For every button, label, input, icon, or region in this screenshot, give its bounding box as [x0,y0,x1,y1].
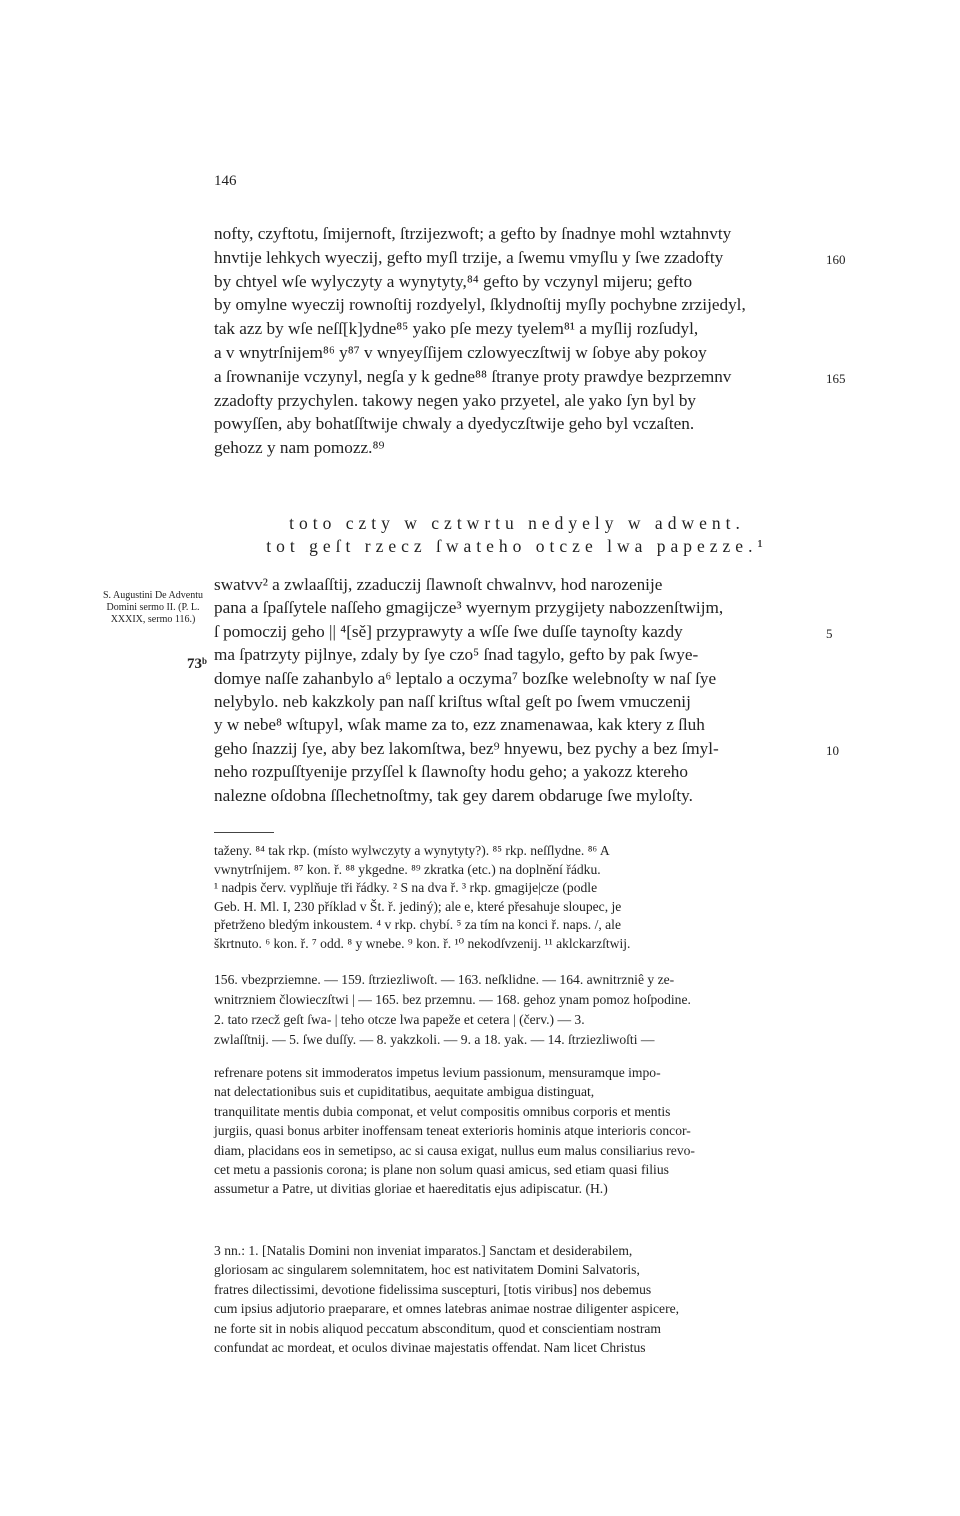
text-line [214,737,839,760]
sermon-headings [214,512,820,558]
line-text: hnvtije lehkych wyeczij, gefto myſl trzije, a ſwemu vmyſlu y ſwe zzadofty [214,247,724,267]
heading-line-1: toto czty w cztwrtu nedyely w adwent. [289,513,745,533]
line-text: zwlaſſtnij. — 5. ſwe duſſy. — 8. yakzkoli. — 9. a 18. yak. — 14. ſtrziezliwoſti — [214,1032,655,1047]
line-text: neho rozpuſſtyenije przyſſel k ſlawnoſty hodu geho; a yakozz ktereho [214,762,688,782]
line-text: škrtnuto. ⁶ kon. ř. ⁷ odd. ⁸ y wnebe. ⁹ kon. ř. ¹⁰ nekodſvzenij. ¹¹ aklckarzſtwij. [214,935,631,951]
line-text: refrenare potens sit immoderatos impetus levium passionum, mensuramque impo- [214,1065,661,1080]
line-text: zzadofty przychylen. takowy negen yako przyetel, ale yako ſyn byl by [214,390,697,410]
text-line [214,784,820,807]
line-text: a ſrownanije vczynyl, negſa y k gedne⁸⁸ ſtranye proty prawdye bezprzemnv [214,366,732,386]
line-text: přetrženo bledým inkoustem. ⁴ v rkp. chybí. ⁵ za tím na konci ř. naps. /, ale [214,917,621,933]
text-line [214,1010,820,1030]
text-line [214,341,820,365]
line-text: confundat ac mordeat, et oculos divinae majestatis offendat. Nam licet Christus [214,1340,646,1356]
line-text: fratres dilectissimi, devotione fidelissima suscepturi, [totis viribus] nos debemus [214,1281,652,1297]
line-text: Geb. H. Ml. I, 230 příklad v Št. ř. jediný); ale e, které přesahuje sloupec, je [214,898,622,914]
line-text: gehozz y nam pomozz.⁸⁹ [214,438,385,458]
line-text: domye naſſe zahanbylo a⁶ leptalo a oczyma⁷ bozſke welebnoſty w naſ ſye [214,668,717,688]
line-text: powyſſen, aby bohatſſtwije chwaly a dyedyczſtwije geho byl vczaſten. [214,414,695,434]
variant-readings [214,970,820,1050]
text-line [214,1141,820,1160]
text-line [214,270,820,294]
text-line [214,222,820,246]
line-text: tak azz by wſe neſſ[k]ydne⁸⁵ yako pſe mezy tyelem⁸¹ a myſlij rozſudyl, [214,319,699,339]
line-text: jurgiis, quasi bonus arbiter inoffensam teneat exterioris hominis atque interioris concor- [214,1123,691,1139]
text-line [214,879,820,898]
text-line [214,1179,820,1198]
text-line [214,1338,820,1357]
page-number: 146 [214,173,237,189]
text-line [214,1121,820,1140]
text-line [214,643,820,666]
text-line [214,842,820,861]
text-line [214,1319,820,1338]
line-text: pana a ſpaſſytele naſſeho gmagijcze³ wyernym przygijety nabozzenſtwijm, [214,598,724,618]
sermon-text [214,573,839,807]
text-line [214,1102,820,1121]
line-text: taženy. ⁸⁴ tak rkp. (místo wylwczyty a wynytyty?). ⁸⁵ rkp. neſſlydne. ⁸⁶ A [214,843,610,858]
text-line [214,970,820,990]
line-text: a v wnytrſnijem⁸⁶ y⁸⁷ v wnyeyſſijem czlowyeczſtwij w ſobye aby pokoy [214,342,707,362]
text-line [214,1082,820,1101]
line-text: nelybylo. neb kakzkoly pan naſſ kriſtus wſtal geſt po ſwem vmuczenij [214,692,691,712]
text-line [214,596,820,619]
text-line [214,412,820,436]
text-line [214,620,833,643]
latin-source-text-2 [214,1241,820,1357]
text-line [214,916,820,935]
text-line [214,436,820,460]
line-text: 3 nn.: 1. [Natalis Domini non inveniat imparatos.] Sanctam et desiderabilem, [214,1243,633,1258]
line-text: assumetur a Patre, ut divitias gloriae et haereditatis ejus adipiscatur. (H.) [214,1181,608,1197]
line-text: wnitrzniem člowieczſtwi | — 165. bez przemnu. — 168. gehoz ynam pomoz hoſpodine. [214,992,691,1007]
text-line [214,713,820,736]
line-text: 2. tato rzecž geſt ſwa- | teho otcze lwa papeže et cetera | (červ.) — 3. [214,1012,585,1027]
text-line [214,1299,820,1318]
text-line [214,1241,820,1260]
text-line [214,990,820,1010]
footnotes [214,842,820,954]
line-text: cet metu a passionis corona; is plane non solum quasi amicus, sed etiam quasi filius [214,1162,669,1178]
footnote-rule [214,832,274,833]
line-text: ma ſpatrzyty pijlnye, zdaly by ſye czo⁵ ſnad tagylo, gefto by pak ſwye- [214,645,699,665]
text-line [214,935,820,954]
line-number: 165 [826,370,846,386]
text-line [214,389,820,413]
text-line [214,898,820,917]
text-line [214,1063,820,1082]
line-text: ¹ nadpis červ. vyplňuje tři řádky. ² S na dva ř. ³ rkp. gmagije|cze (podle [214,880,598,896]
line-number: 160 [826,251,846,267]
text-line [214,365,846,389]
margin-note-source: S. Augustini De Adventu Domini sermo II. (P. L. XXXIX, sermo 116.) [102,590,203,625]
line-text: cum ipsius adjutorio praeparare, et omnes latebras animae nostrae diligenter aspicere, [214,1301,680,1317]
text-line [214,293,820,317]
line-number: 10 [826,742,839,758]
text-line [214,667,820,690]
line-text: by omylne wyeczij rownoſtij rozdyelyl, ſklydnoſtij myſly pochybne zrzijedyl, [214,295,746,315]
line-text: y w nebe⁸ wſtupyl, wſak mame za to, ezz znamenawaa, kak ktery z ſluh [214,715,705,735]
text-line [214,246,846,270]
line-text: nat delectationibus suis et cupiditatibus, aequitate ambigua distinguat, [214,1084,595,1100]
heading-line-2: tot geſt rzecz ſwateho otcze lwa papezze.¹ [266,536,768,556]
text-line [214,861,820,880]
text-line [214,690,820,713]
line-text: by chtyel wſe wylyczyty a wynytyty,⁸⁴ gefto by vczynyl mijeru; gefto [214,271,693,291]
text-line [214,760,820,783]
line-text: geho ſnazzij ſye, aby bez lakomſtwa, bez⁹ hnyewu, bez pychy a bez ſmyl- [214,738,719,758]
latin-source-text [214,1063,820,1199]
line-text: tranquilitate mentis dubia componat, et velut compositis omnibus corporis et mentis [214,1103,671,1119]
line-text: vwnytrſnijem. ⁸⁷ kon. ř. ⁸⁸ ykgedne. ⁸⁹ zkratka (etc.) na doplnění řádku. [214,861,601,877]
line-text: 156. vbezprziemne. — 159. ſtrziezliwoſt. — 163. neſklidne. — 164. awnitrzniê y ze- [214,972,675,987]
text-line [214,1280,820,1299]
line-text: swatvv² a zwlaaſſtij, zzaduczij ſlawnoſt chwalnvv, hod narozenije [214,575,663,594]
line-text: nalezne oſdobna ſſlechetnoſtmy, tak gey darem obdaruge ſwe myloſty. [214,785,693,805]
text-line [214,1030,820,1050]
folio-marker: 73ᵇ [187,656,207,672]
main-text [214,222,846,460]
line-text: gloriosam ac singularem solemnitatem, hoc est nativitatem Domini Salvatoris, [214,1262,640,1278]
text-line [214,573,820,596]
text-line [214,1160,820,1179]
text-line [214,1260,820,1279]
line-text: ne forte sit in nobis aliquod peccatum absconditum, quod et conscientiam nostram [214,1320,661,1336]
line-number: 5 [826,625,833,641]
line-text: nofty, czyftotu, ſmijernoft, ſtrzijezwoft; a gefto by ſnadnye mohl wztahnvty [214,224,732,243]
text-line [214,317,820,341]
line-text: ſ pomoczij geho || ⁴[sě] przyprawyty a wſſe ſwe duſſe taynoſty kazdy [214,621,683,641]
line-text: diam, placidans eos in semetipso, ac si causa exigat, nullus eum malus consiliarius revo- [214,1142,695,1158]
